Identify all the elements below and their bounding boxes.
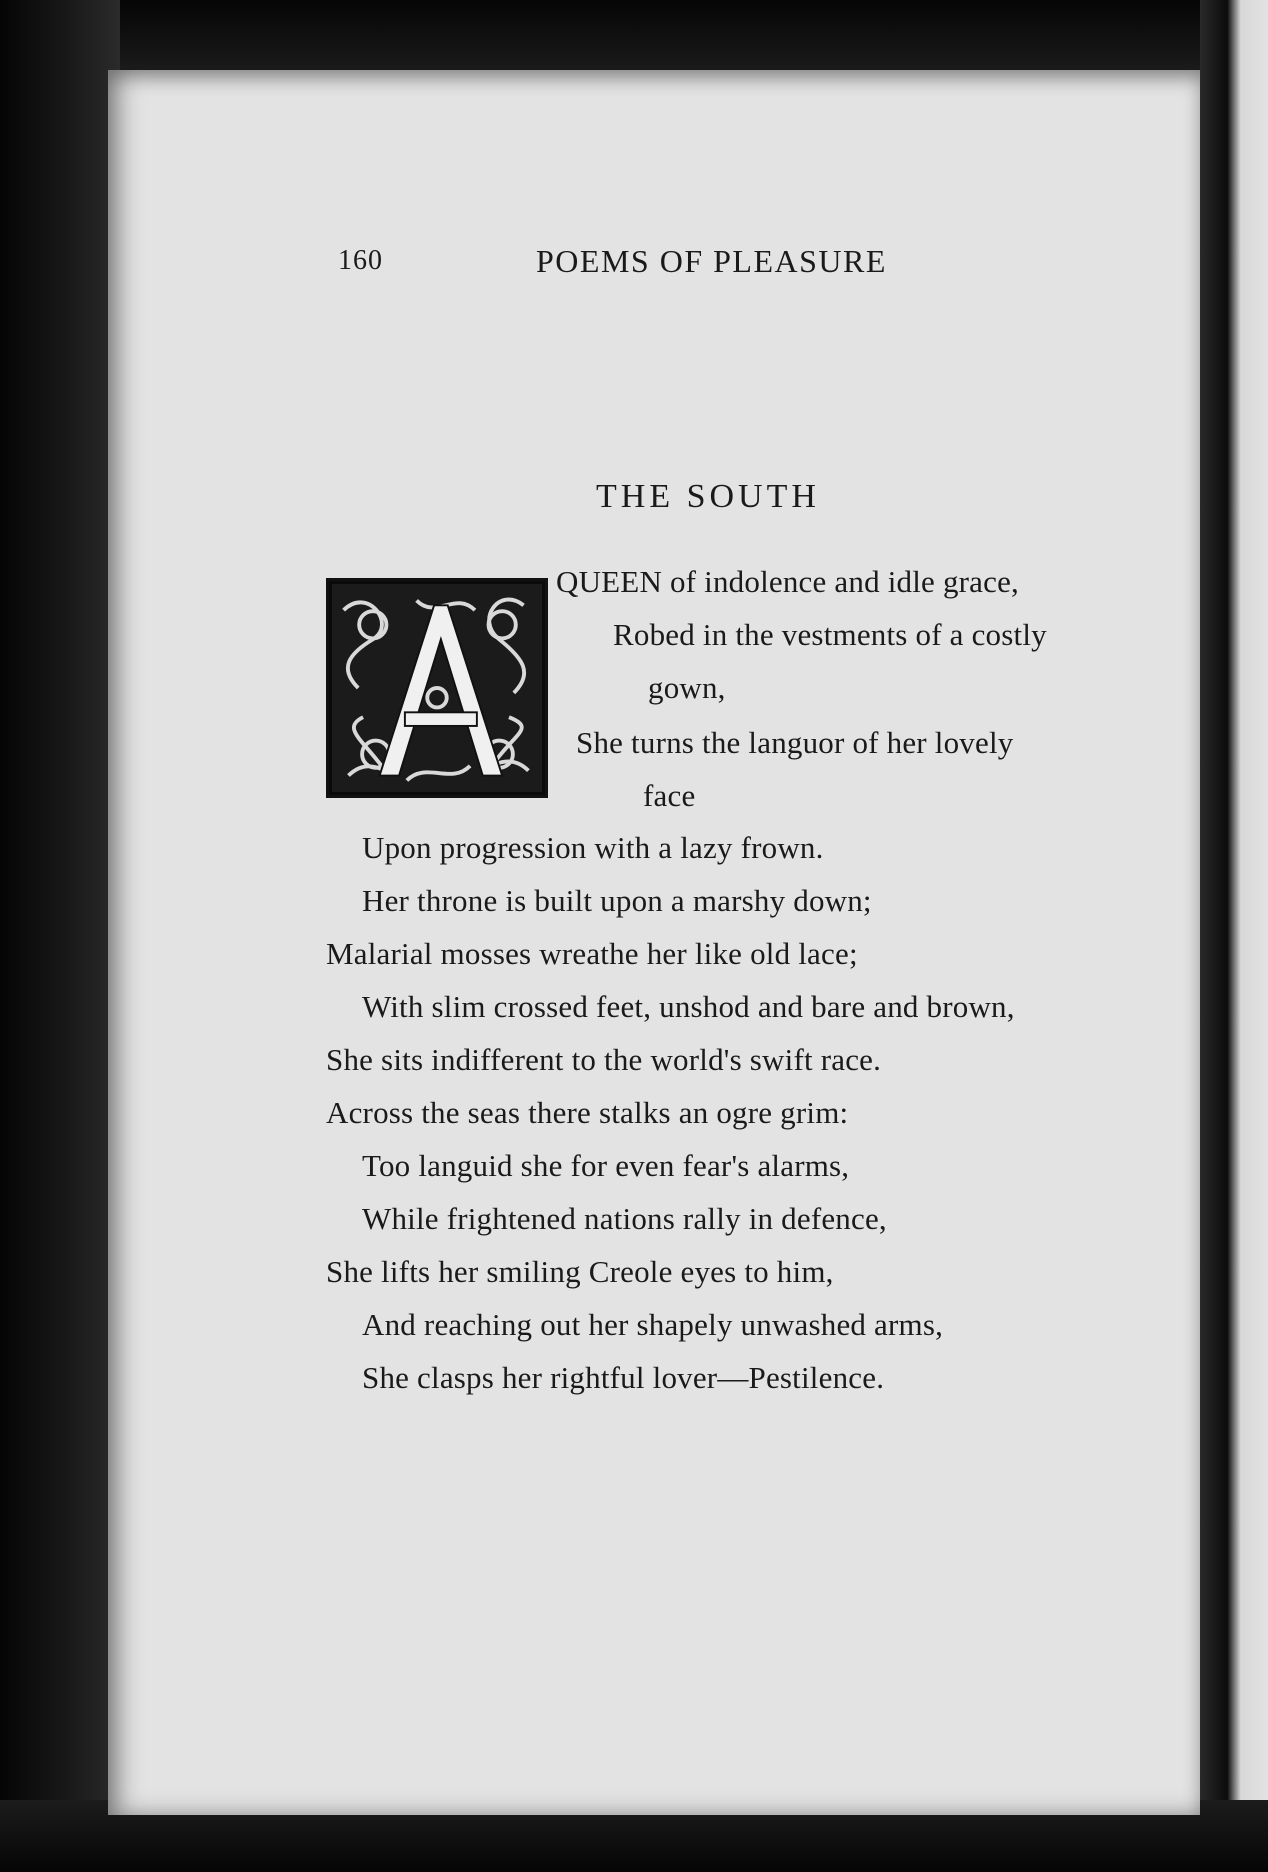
- poem-line: She turns the languor of her lovely: [576, 725, 1014, 760]
- poem-line: And reaching out her shapely unwashed arms,: [362, 1307, 944, 1342]
- poem-title: THE SOUTH: [596, 478, 820, 515]
- poem-line: Across the seas there stalks an ogre grim:: [326, 1095, 849, 1130]
- poem-line: She lifts her smiling Creole eyes to him,: [326, 1254, 834, 1289]
- book-page: [108, 70, 1200, 1815]
- scan-right-border: [1200, 0, 1268, 1872]
- poem-line: With slim crossed feet, unshod and bare and brown,: [362, 989, 1015, 1024]
- poem-line: Malarial mosses wreathe her like old lace;: [326, 936, 858, 971]
- ornamental-drop-cap: [326, 578, 548, 798]
- poem-line: Robed in the vestments of a costly: [613, 617, 1047, 652]
- scan-top-border: [0, 0, 1268, 75]
- poem-line: While frightened nations rally in defence,: [362, 1201, 887, 1236]
- poem-line: QUEEN of indolence and idle grace,: [556, 564, 1020, 599]
- poem-line: Upon progression with a lazy frown.: [362, 830, 824, 865]
- running-head: POEMS OF PLEASURE: [536, 243, 887, 279]
- poem-line: gown,: [648, 670, 726, 705]
- poem-line: Too languid she for even fear's alarms,: [362, 1148, 850, 1183]
- scan-left-border: [0, 0, 120, 1872]
- poem-line: Her throne is built upon a marshy down;: [362, 883, 872, 918]
- poem-line: She sits indifferent to the world's swift race.: [326, 1042, 882, 1077]
- poem-line: She clasps her rightful lover—Pestilence.: [362, 1360, 885, 1395]
- ornament-letter-a-icon: [329, 581, 545, 795]
- page-number: 160: [338, 245, 383, 276]
- poem-line: face: [643, 778, 696, 813]
